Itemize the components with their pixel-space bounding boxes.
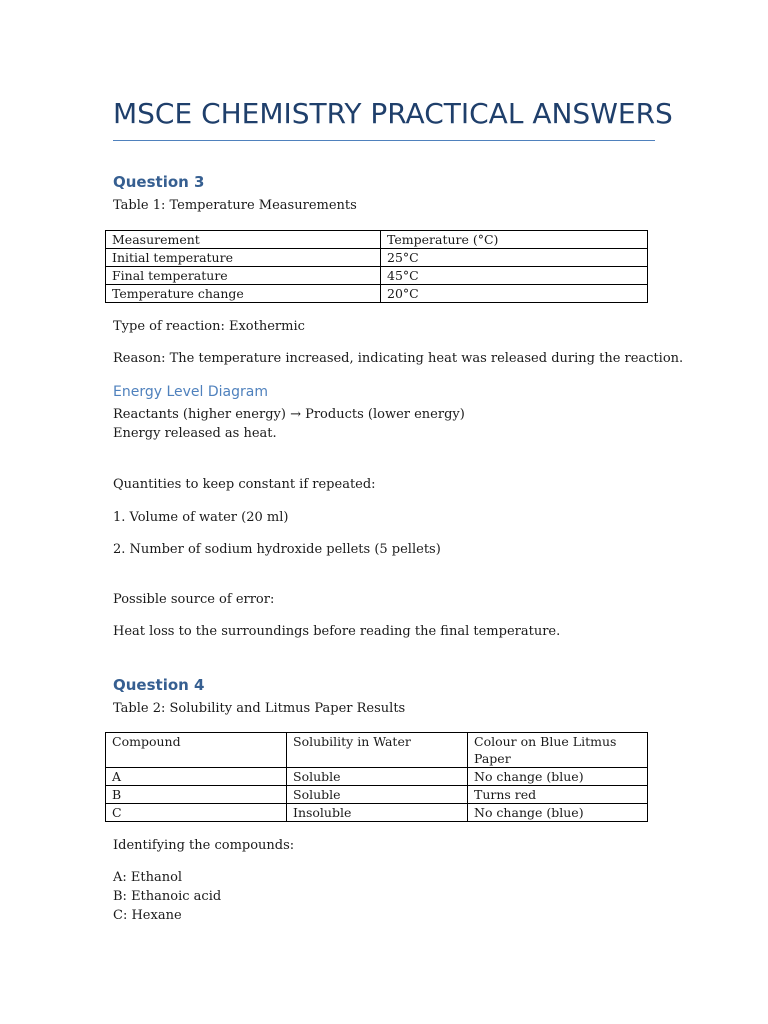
error-text: Heat loss to the surroundings before reading the final temperature. bbox=[113, 624, 561, 639]
page-title: MSCE CHEMISTRY PRACTICAL ANSWERS bbox=[113, 96, 655, 141]
table-row bbox=[106, 804, 648, 822]
answer-item: C: Hexane bbox=[113, 908, 182, 923]
answer-item: B: Ethanoic acid bbox=[113, 889, 222, 904]
question-3-heading: Question 3 bbox=[113, 173, 205, 191]
table-row bbox=[106, 768, 648, 786]
table-cell: 20°C bbox=[381, 285, 648, 303]
table-header-cell: Measurement bbox=[106, 231, 381, 249]
question-4-heading: Question 4 bbox=[113, 676, 205, 694]
reaction-type: Type of reaction: Exothermic bbox=[113, 319, 305, 334]
energy-diagram-heading: Energy Level Diagram bbox=[113, 384, 268, 400]
identify-label: Identifying the compounds: bbox=[113, 838, 295, 853]
solubility-table bbox=[105, 732, 648, 822]
table-cell: No change (blue) bbox=[468, 804, 648, 822]
table-cell: Insoluble bbox=[287, 804, 468, 822]
table-1-caption: Table 1: Temperature Measurements bbox=[113, 198, 357, 213]
table-row bbox=[106, 267, 648, 285]
table-cell: Turns red bbox=[468, 786, 648, 804]
answer-item: A: Ethanol bbox=[113, 870, 183, 885]
temperature-table bbox=[105, 230, 648, 303]
table-header-cell: Compound bbox=[106, 733, 287, 768]
table-cell: Initial temperature bbox=[106, 249, 381, 267]
table-cell: Final temperature bbox=[106, 267, 381, 285]
table-cell: B bbox=[106, 786, 287, 804]
table-cell: Temperature change bbox=[106, 285, 381, 303]
reaction-reason: Reason: The temperature increased, indicating heat was released during the reaction. bbox=[113, 351, 684, 366]
table-row bbox=[106, 285, 648, 303]
table-header-cell: Solubility in Water bbox=[287, 733, 468, 768]
table-cell: No change (blue) bbox=[468, 768, 648, 786]
table-header-cell: Temperature (°C) bbox=[381, 231, 648, 249]
constants-label: Quantities to keep constant if repeated: bbox=[113, 477, 376, 492]
table-cell: 25°C bbox=[381, 249, 648, 267]
constant-item-1: 1. Volume of water (20 ml) bbox=[113, 510, 289, 525]
table-cell: Soluble bbox=[287, 768, 468, 786]
table-cell: 45°C bbox=[381, 267, 648, 285]
table-row bbox=[106, 786, 648, 804]
table-header-row bbox=[106, 733, 648, 768]
table-cell: C bbox=[106, 804, 287, 822]
table-row bbox=[106, 249, 648, 267]
table-2-caption: Table 2: Solubility and Litmus Paper Results bbox=[113, 701, 406, 716]
error-label: Possible source of error: bbox=[113, 592, 275, 607]
constant-item-2: 2. Number of sodium hydroxide pellets (5 pellets) bbox=[113, 542, 441, 557]
table-header-row bbox=[106, 231, 648, 249]
table-header-cell: Colour on Blue Litmus Paper bbox=[468, 733, 648, 768]
energy-line-2: Energy released as heat. bbox=[113, 426, 277, 441]
energy-line-1: Reactants (higher energy) → Products (lower energy) bbox=[113, 407, 465, 422]
table-cell: Soluble bbox=[287, 786, 468, 804]
table-cell: A bbox=[106, 768, 287, 786]
